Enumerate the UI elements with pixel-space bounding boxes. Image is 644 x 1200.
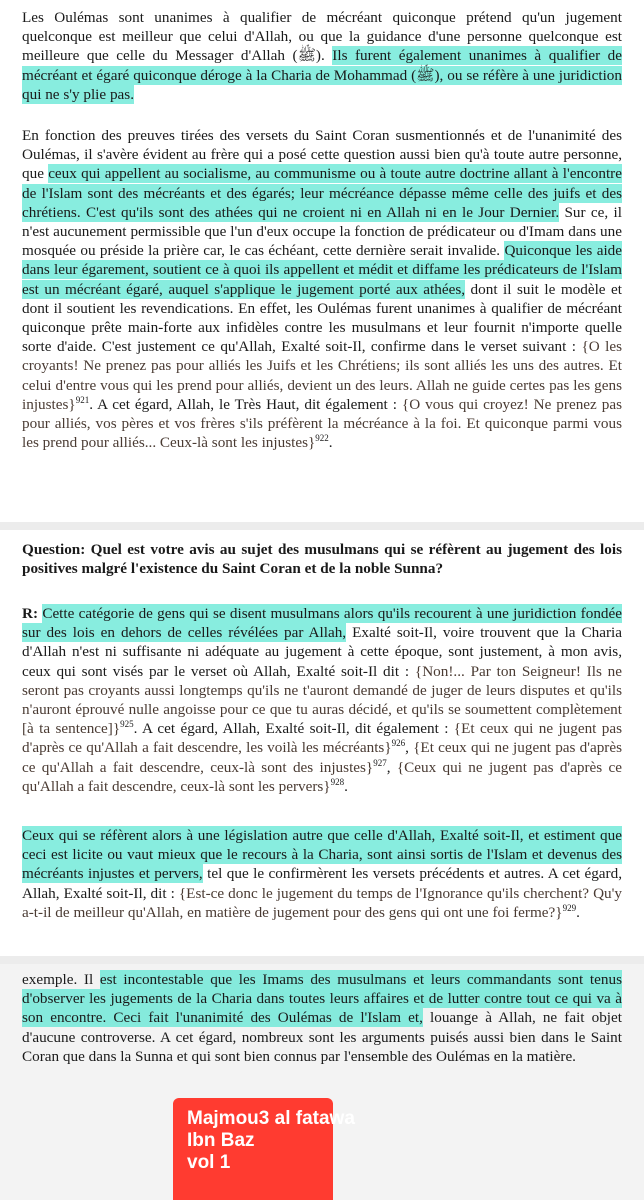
text-run: louange à Allah, ne fait objet d'aucune controverse. A cet égard, nombreux sont les arguments puisés aussi bien dans le Saint Coran que dans la Sunna et qui sont bien connus par l'ensemble des Oulémas en la matière. (22, 1009, 622, 1065)
text-run: dont il suit le modèle et dont il soutient les revendications. En effet, les Oulémas furent unanimes à qualifier de mécréant quiconque prête main-forte aux infidèles contre les musulmans et leur fournit n'importe quelle sorte d'aide. C'est justement ce qu'Allah, Exalté soit-Il, confirme dans le verset suivant : (22, 280, 622, 356)
badge-volume: vol 1 (187, 1152, 231, 1173)
text-run: , (386, 758, 397, 776)
highlighted-text: Ceux qui se réfèrent alors à une législation autre que celle d'Allah, Exalté soit-Il, et estiment que ceci est licite ou vaut mieux que le recours à la Charia, sont ainsi sortis de l'Islam et devenus des mécréants injustes et pervers, (22, 827, 622, 883)
quran-quote: {O vous qui croyez! Ne prenez pas pour alliés, vos pères et vos frères s'ils préfèrent la mécréance à la foi. Et quiconque parmi vous les prend pour alliés... Ceux-là sont les injustes} (22, 395, 622, 452)
text-run: En fonction des preuves tirées des versets du Saint Coran susmentionnés et de l'unanimité des Oulémas, il s'avère évident au frère qui a posé cette question aussi bien qu'à toute autre personne, que (22, 127, 622, 183)
text-run: R: (22, 605, 43, 622)
footnote-ref: 929 (562, 902, 577, 913)
scan-page-2 (0, 530, 644, 956)
answer-text-2 (22, 826, 622, 922)
paragraph-evidence (22, 126, 622, 452)
footnote-ref: 922 (315, 433, 329, 444)
text-run: Exalté soit-Il, voire trouvent que la Charia d'Allah n'est ni suffisante ni adéquate au jugement à cette époque, sont justement, à mon avis, ceux qui sont visés par le verset où Allah, Exalté soit-Il dit : (22, 624, 622, 680)
text-run: . A cet égard, Allah, le Très Haut, dit également : (89, 395, 402, 413)
answer-paragraph-2 (22, 826, 622, 922)
text-run: exemple. Il (22, 971, 100, 988)
footnote-ref: 925 (120, 719, 134, 730)
scan-page-1 (0, 0, 644, 522)
text-run: tel que le confirmèrent les versets précédents et autres. A cet égard, Allah, Exalté soit-Il, dit : (22, 865, 622, 902)
text-run: . (576, 903, 580, 921)
footnote-ref: 926 (391, 738, 406, 749)
highlighted-text: est incontestable que les Imams des musulmans et leurs commandants sont tenus d'observer les jugements de la Charia dans toutes leurs affaires et de lutter contre tout ce qui va à son encontre. Ceci fait l'unanimité des Oulémas de l'Islam et, (22, 971, 622, 1027)
highlighted-text: Ils furent également unanimes à qualifier de mécréant et égaré quiconque déroge à la Charia de Mohammad (ﷺ), ou se réfère à une juridiction qui ne s'y plie pas. (22, 47, 622, 103)
footnote-ref: 928 (330, 776, 345, 787)
text-run: . A cet égard, Allah, Exalté soit-Il, dit également : (133, 720, 454, 738)
quran-quote: {O les croyants! Ne prenez pas pour alliés les Juifs et les Chrétiens; ils sont alliés les uns des autres. Et celui d'entre vous qui les prend pour alliés, devient un des leurs. Allah ne guide certes pas les gens injustes} (22, 338, 622, 413)
highlighted-text: ceux qui appellent au socialisme, au communisme ou à toute autre doctrine allant à l'encontre de l'Islam sont des mécréants et des égarés; leur mécréance dépasse même celle des juifs et des chrétiens. C'est qu'ils sont des athées qui ne croient ni en Allah ni en le Jour Dernier. (22, 165, 622, 221)
paragraph-1 (22, 8, 622, 104)
text-run: . (328, 434, 333, 452)
text-run: Sur ce, il n'est aucunement permissible que l'un d'eux occupe la fonction de prédicateur ou d'Imam dans une mosquée ou préside la prière car, le cas échéant, cette dernière serait invalide. (22, 203, 622, 260)
quran-quote: {Et ceux qui ne jugent pas d'après ce qu'Allah a fait descendre, ceux-là sont des injustes} (22, 739, 623, 776)
quran-quote: {Ceux qui ne jugent pas d'après ce qu'Allah a fait descendre, ceux-là sont les pervers} (22, 758, 623, 795)
highlighted-text: Cette catégorie de gens qui se disent musulmans alors qu'ils recourent à une juridiction fondée sur des lois en dehors de celles révélées par Allah, (22, 605, 622, 642)
quran-quote: {Et ceux qui ne jugent pas d'après ce qu'Allah a fait descendre, les voilà les mécréants} (22, 720, 623, 757)
answer-paragraph-1 (22, 604, 622, 796)
text-run: Les Oulémas sont unanimes à qualifier de mécréant quiconque prétend qu'un jugement quelconque est meilleur que celui d'Allah, ou que la guidance d'une personne quelconque est meilleure que celle du Messager d'Allah (ﷺ). (22, 9, 622, 65)
answer-text-1 (22, 604, 622, 796)
footnote-ref: 927 (373, 757, 387, 768)
paragraph-oulemas-unanimity (22, 8, 622, 104)
text-run: . (344, 777, 348, 795)
badge-title: Majmou3 al fatawa (187, 1108, 355, 1129)
paragraph-3 (22, 970, 622, 1066)
question-heading: Question: Quel est votre avis au sujet des musulmans qui se réfèrent au jugement des lois positives malgré l'existence du Saint Coran et de la noble Sunna? (22, 541, 622, 578)
source-badge (173, 1098, 355, 1200)
footnote-ref: 921 (75, 394, 90, 405)
paragraph-2 (22, 126, 622, 452)
quran-quote: {Non!... Par ton Seigneur! Ils ne seront pas croyants aussi longtemps qu'ils ne t'auront demandé de juger de leurs disputes et qu'ils n'auront éprouvé nulle angoisse pour ce que tu auras décidé, et qu'ils se soumettent complètement [à ta sentence]} (22, 662, 622, 738)
text-run: , (405, 739, 414, 757)
paragraph-imams (22, 970, 622, 1066)
badge-author: Ibn Baz (187, 1130, 255, 1151)
quran-quote: {Est-ce donc le jugement du temps de l'Ignorance qu'ils cherchent? Qu'y a-t-il de meilleur qu'Allah, en matière de jugement pour des gens qui ont une foi ferme?} (22, 884, 622, 921)
highlighted-text: Quiconque les aide dans leur égarement, soutient ce à quoi ils appellent et médit et diffame les prédicateurs de l'Islam est un mécréant égaré, auquel s'applique le jugement porté aux athées, (22, 242, 622, 298)
